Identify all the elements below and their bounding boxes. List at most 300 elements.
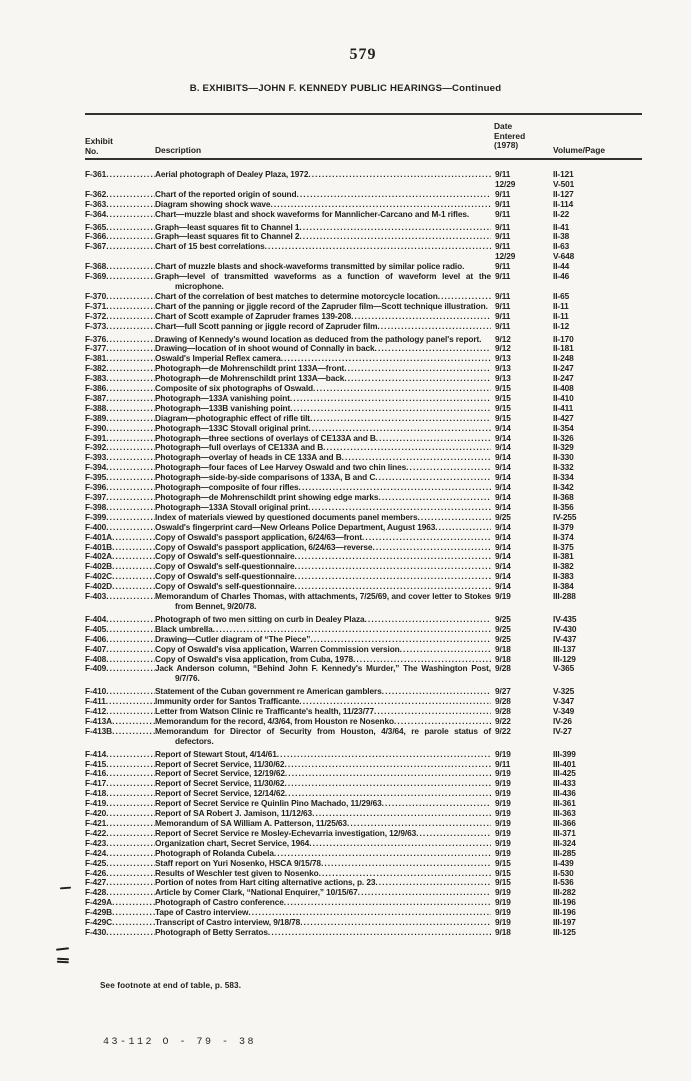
- exhibit-description: Chart of Scott example of Zapruder frames 139-208 .....: [155, 312, 495, 322]
- date-entered: 9/11: [495, 310, 511, 321]
- exhibit-description: Chart of the correlation of best matches to determine motorcycle location .....: [155, 292, 495, 302]
- date-entered: 9/28: [495, 663, 511, 674]
- volume-page: IV-26: [553, 715, 572, 726]
- volume-page: IV-27: [553, 725, 572, 736]
- exhibit-description: Memorandum of SA William A. Patterson, 11/25/63 .....: [155, 819, 495, 829]
- date-entered: 9/11: [495, 231, 511, 242]
- volume-page: III-129: [553, 653, 576, 664]
- exhibit-description: Chart of muzzle blasts and shock-waveforms transmitted by similar police radio.: [155, 262, 465, 272]
- volume-page: V-347: [553, 696, 575, 707]
- volume-page: II-181: [553, 343, 574, 354]
- exhibit-number: F-361 .....: [85, 170, 155, 180]
- date-entered: 9/15: [495, 857, 511, 868]
- date-entered: 9/15: [495, 867, 511, 878]
- date-entered: 9/19: [495, 788, 511, 799]
- exhibit-description: Copy of Oswald's self-questionnaire .....: [155, 582, 495, 592]
- date-entered: 9/11: [495, 758, 511, 769]
- exhibit-description: Photograph—overlay of heads in CE 133A and B .....: [155, 453, 495, 463]
- exhibit-number: F-395 .....: [85, 473, 155, 483]
- date-entered: 9/19: [495, 748, 511, 759]
- volume-page: IV-437: [553, 633, 577, 644]
- date-entered: 9/18: [495, 653, 511, 664]
- exhibit-number: F-399 .....: [85, 513, 155, 523]
- exhibit-number: F-382 .....: [85, 364, 155, 374]
- volume-page: V-349: [553, 706, 575, 717]
- volume-page: II-536: [553, 877, 574, 888]
- exhibit-number: F-421 .....: [85, 819, 155, 829]
- exhibit-number: F-430 .....: [85, 928, 155, 938]
- date-entered: 9/19: [495, 798, 511, 809]
- exhibit-number: F-369 .....: [85, 272, 155, 282]
- exhibit-description: Report of Secret Service re Quinlin Pino Machado, 11/29/63 .....: [155, 799, 495, 809]
- date-entered: 9/11: [495, 188, 511, 199]
- exhibit-number: F-393 .....: [85, 453, 155, 463]
- volume-page: II-374: [553, 531, 574, 542]
- volume-page: II-530: [553, 867, 574, 878]
- date-entered: 9/13: [495, 353, 511, 364]
- exhibit-description: Report of Stewart Stout, 4/14/61 .....: [155, 750, 495, 760]
- date-entered: 9/25: [495, 623, 511, 634]
- exhibit-description: Drawing—location of in shoot wound of Connally in back .....: [155, 344, 495, 354]
- volume-page: II-11: [553, 310, 569, 321]
- exhibit-description: Chart of 15 best correlations .....: [155, 242, 495, 252]
- table-row: [85, 272, 645, 292]
- date-entered: 9/25: [495, 613, 511, 624]
- exhibit-description: Report of Secret Service, 11/30/62 .....: [155, 760, 495, 770]
- exhibit-number: F-415 .....: [85, 760, 155, 770]
- volume-page: III-433: [553, 778, 576, 789]
- margin-pen-mark: [60, 887, 71, 890]
- date-entered: 9/11: [495, 261, 511, 272]
- volume-page: II-342: [553, 482, 574, 493]
- exhibit-number: F-401B .....: [85, 543, 155, 553]
- date-entered: 9/22: [495, 715, 511, 726]
- exhibit-description: Chart—muzzle blast and shock waveforms for Mannlicher-Carcano and M-1 rifles.: [155, 209, 470, 219]
- date-entered: 9/25: [495, 511, 511, 522]
- date-entered: 9/11: [495, 271, 511, 282]
- exhibit-number: F-397 .....: [85, 493, 155, 503]
- exhibit-description: Photograph—composite of four rifles .....: [155, 483, 495, 493]
- exhibit-description: Transcript of Castro interview, 9/18/78 .....: [155, 918, 495, 928]
- exhibit-description: Photograph—full overlays of CE133A and B .....: [155, 443, 495, 453]
- exhibit-description: Photograph of Rolanda Cubela .....: [155, 849, 495, 859]
- volume-page: II-382: [553, 561, 574, 572]
- exhibit-description: Photograph of Betty Serratos .....: [155, 928, 495, 938]
- exhibit-description: Organization chart, Secret Service, 1964 .....: [155, 839, 495, 849]
- exhibit-description: Black umbrella .....: [155, 625, 495, 635]
- volume-page: III-285: [553, 847, 576, 858]
- exhibit-description: Diagram showing shock wave .....: [155, 200, 495, 210]
- exhibit-number: F-424 .....: [85, 849, 155, 859]
- volume-page: II-127: [553, 188, 574, 199]
- exhibit-number: F-417 .....: [85, 779, 155, 789]
- volume-page: III-401: [553, 758, 576, 769]
- table-header-rule: [85, 158, 642, 160]
- volume-page: II-354: [553, 422, 574, 433]
- exhibit-description: Aerial photograph of Dealey Plaza, 1972 .....: [155, 170, 495, 180]
- exhibit-number: F-412 .....: [85, 707, 155, 717]
- exhibit-number: F-408 .....: [85, 655, 155, 665]
- date-entered: 9/13: [495, 363, 511, 374]
- exhibit-number: F-406 .....: [85, 635, 155, 645]
- volume-page: II-332: [553, 462, 574, 473]
- exhibit-description: Portion of notes from Hart citing alternative actions, p. 23 .....: [155, 878, 495, 888]
- gpo-print-code: 43-112 O - 79 - 38: [103, 1037, 257, 1048]
- volume-page: V-365: [553, 663, 575, 674]
- volume-page: II-334: [553, 472, 574, 483]
- date-entered: 9/15: [495, 877, 511, 888]
- date-entered: 9/12: [495, 343, 511, 354]
- volume-page: III-197: [553, 917, 576, 928]
- date-entered: 9/14: [495, 442, 511, 453]
- exhibit-description: Graph—least squares fit to Channel 2 .....: [155, 232, 495, 242]
- volume-page: III-436: [553, 788, 576, 799]
- volume-page: III-425: [553, 768, 576, 779]
- exhibit-number: F-404 .....: [85, 615, 155, 625]
- exhibit-number: F-376 .....: [85, 335, 155, 345]
- exhibit-number: F-368 .....: [85, 262, 155, 272]
- volume-page: III-363: [553, 808, 576, 819]
- date-entered: 9/14: [495, 571, 511, 582]
- exhibit-description: Tape of Castro interview .....: [155, 908, 495, 918]
- column-header-description: Description: [155, 145, 202, 155]
- volume-page: II-11: [553, 300, 569, 311]
- date-entered: 9/14: [495, 531, 511, 542]
- volume-page: II-381: [553, 551, 574, 562]
- date-entered: 9/14: [495, 472, 511, 483]
- exhibit-description: Photograph—de Mohrenschildt print 133A—back .....: [155, 374, 495, 384]
- date-entered: 9/19: [495, 897, 511, 908]
- exhibit-number: F-426 .....: [85, 869, 155, 879]
- exhibit-number: F-370 .....: [85, 292, 155, 302]
- exhibit-description: Report of Secret Service, 12/19/62 .....: [155, 769, 495, 779]
- exhibit-number: F-386 .....: [85, 384, 155, 394]
- date-entered: 9/14: [495, 501, 511, 512]
- date-entered: 9/18: [495, 643, 511, 654]
- page-number: 579: [349, 46, 377, 63]
- exhibit-description: Copy of Oswald's self-questionnaire .....: [155, 552, 495, 562]
- exhibit-number: F-396 .....: [85, 483, 155, 493]
- date-entered: 9/12: [495, 333, 511, 344]
- exhibit-description: Copy of Oswald's passport application, 6/24/63—front .....: [155, 533, 495, 543]
- volume-page: II-12: [553, 320, 570, 331]
- exhibit-description: Oswald's Imperial Reflex camera .....: [155, 354, 495, 364]
- volume-page: II-44: [553, 261, 570, 272]
- table-row: [85, 664, 645, 684]
- exhibit-description: Article by Comer Clark, “National Enquirer,” 10/15/67 .....: [155, 888, 495, 898]
- exhibit-description: Photograph—133B vanishing point .....: [155, 404, 495, 414]
- exhibit-description: Drawing—Cutler diagram of “The Piece” .....: [155, 635, 495, 645]
- exhibit-number: F-420 .....: [85, 809, 155, 819]
- exhibit-number: F-423 .....: [85, 839, 155, 849]
- date-entered: 9/15: [495, 392, 511, 403]
- volume-page: III-361: [553, 798, 576, 809]
- table-footnote: See footnote at end of table, p. 583.: [100, 981, 242, 990]
- column-header-date-line3: (1978): [494, 140, 519, 151]
- column-header-date-line1: Date: [494, 121, 513, 131]
- exhibit-number: F-362 .....: [85, 190, 155, 200]
- exhibit-description: Photograph—de Mohrenschildt print showing edge marks .....: [155, 493, 495, 503]
- exhibit-number: F-391 .....: [85, 434, 155, 444]
- volume-page: II-38: [553, 231, 570, 242]
- table-row: [85, 727, 645, 747]
- volume-page: IV-430: [553, 623, 577, 634]
- volume-page: II-410: [553, 392, 574, 403]
- exhibit-description: Results of Weschler test given to Nosenko .....: [155, 869, 495, 879]
- date-entered: 9/19: [495, 837, 511, 848]
- volume-page: II-41: [553, 221, 570, 232]
- date-entered: 9/11: [495, 300, 511, 311]
- volume-page: II-121 V-501: [553, 169, 575, 189]
- exhibit-description: Report of SA Robert J. Jamison, 11/12/63 .....: [155, 809, 495, 819]
- volume-page: II-65: [553, 290, 570, 301]
- exhibit-description: Photograph—de Mohrenschildt print 133A—front .....: [155, 364, 495, 374]
- exhibit-number: F-411 .....: [85, 697, 155, 707]
- volume-page: III-366: [553, 818, 576, 828]
- volume-page: II-439: [553, 857, 574, 868]
- volume-page: II-427: [553, 412, 574, 423]
- exhibit-number: F-371 .....: [85, 302, 155, 312]
- date-entered: 9/14: [495, 541, 511, 552]
- exhibit-number: F-398 .....: [85, 503, 155, 513]
- volume-page: II-170: [553, 333, 574, 344]
- date-entered: 9/14: [495, 561, 511, 572]
- volume-page: IV-435: [553, 613, 577, 624]
- volume-page: II-356: [553, 501, 574, 512]
- exhibit-description: Memorandum for the record, 4/3/64, from Houston re Nosenko .....: [155, 717, 495, 727]
- volume-page: III-125: [553, 926, 576, 937]
- margin-pen-mark: [56, 947, 69, 950]
- volume-page: III-196: [553, 897, 576, 908]
- volume-page: III-288: [553, 591, 576, 602]
- date-entered: 9/19: [495, 591, 511, 602]
- exhibit-description: Chart of the panning or jiggle record of the Zapruder film—Scott technique illustration.: [155, 301, 488, 311]
- exhibit-description: Photograph—133A vanishing point .....: [155, 394, 495, 404]
- volume-page: II-329: [553, 442, 574, 453]
- volume-page: II-384: [553, 581, 574, 592]
- table-top-rule: [85, 113, 642, 115]
- exhibit-description: Report of Secret Service, 12/14/62 .....: [155, 789, 495, 799]
- volume-page: III-282: [553, 887, 576, 898]
- volume-page: III-196: [553, 907, 576, 918]
- exhibit-number: F-390 .....: [85, 424, 155, 434]
- exhibit-number: F-364 .....: [85, 210, 155, 220]
- exhibit-number: F-401A .....: [85, 533, 155, 543]
- exhibit-description: Jack Anderson column, “Behind John F. Kennedy's Murder,” The Washington Post, 9/7/76.: [155, 664, 491, 684]
- date-entered: 9/22: [495, 725, 511, 736]
- date-entered: 9/14: [495, 581, 511, 592]
- exhibit-description: Immunity order for Santos Trafficante .....: [155, 697, 495, 707]
- exhibit-number: F-416 .....: [85, 769, 155, 779]
- date-entered: 9/15: [495, 412, 511, 423]
- exhibit-description: Copy of Oswald's visa application, from Cuba, 1978 .....: [155, 655, 495, 665]
- table-row: [85, 170, 645, 190]
- volume-page: II-326: [553, 432, 574, 443]
- exhibit-number: F-429A .....: [85, 898, 155, 908]
- volume-page: II-383: [553, 571, 574, 582]
- exhibit-number: F-422 .....: [85, 829, 155, 839]
- exhibit-number: F-389 .....: [85, 414, 155, 424]
- exhibit-number: F-387 .....: [85, 394, 155, 404]
- date-entered: 9/14: [495, 452, 511, 463]
- exhibit-number: F-400 .....: [85, 523, 155, 533]
- exhibit-description: Photograph—three sections of overlays of CE133A and B .....: [155, 434, 495, 444]
- exhibit-description: Photograph of Castro conference .....: [155, 898, 495, 908]
- exhibits-table-body: [85, 170, 645, 938]
- exhibit-description: Photograph—side-by-side comparisons of 133A, B and C .....: [155, 473, 495, 483]
- exhibit-number: F-429B .....: [85, 908, 155, 918]
- exhibit-description: Photograph—133A Stovall original print .....: [155, 503, 495, 513]
- volume-page: II-375: [553, 541, 574, 552]
- volume-page: V-325: [553, 686, 575, 697]
- table-row: [85, 210, 645, 220]
- document-title: B. EXHIBITS—JOHN F. KENNEDY PUBLIC HEARINGS—Continued: [189, 83, 502, 94]
- exhibit-description: Composite of six photographs of Oswald .....: [155, 384, 495, 394]
- table-row: [85, 645, 645, 655]
- exhibit-number: F-413B .....: [85, 727, 155, 737]
- date-entered: 9/15: [495, 402, 511, 413]
- date-entered: 9/19: [495, 778, 511, 789]
- exhibit-number: F-405 .....: [85, 625, 155, 635]
- date-entered: 9/18: [495, 926, 511, 937]
- exhibit-description: Staff report on Yuri Nosenko, HSCA 9/15/78 .....: [155, 859, 495, 869]
- exhibit-description: Graph—level of transmitted waveforms as a function of waveform level at the microphone.: [155, 272, 491, 291]
- exhibit-number: F-407 .....: [85, 645, 155, 655]
- exhibit-description: Photograph—133C Stovall original print .....: [155, 424, 495, 434]
- volume-page: II-46: [553, 271, 570, 282]
- exhibit-number: F-403 .....: [85, 592, 155, 602]
- date-entered: 9/19: [495, 808, 511, 819]
- volume-page: II-368: [553, 492, 574, 502]
- date-entered: 9/13: [495, 373, 511, 384]
- exhibit-number: F-383 .....: [85, 374, 155, 384]
- exhibit-description: Chart—full Scott panning or jiggle record of Zapruder film .....: [155, 322, 495, 332]
- date-entered: 9/14: [495, 432, 511, 443]
- volume-page: II-22: [553, 208, 570, 219]
- exhibit-number: F-409 .....: [85, 664, 155, 674]
- exhibit-description: Photograph—four faces of Lee Harvey Oswald and two chin lines .....: [155, 463, 495, 473]
- date-entered: 9/19: [495, 827, 511, 838]
- exhibit-number: F-425 .....: [85, 859, 155, 869]
- exhibit-number: F-394 .....: [85, 463, 155, 473]
- date-entered: 9/11: [495, 198, 511, 209]
- volume-page: II-411: [553, 402, 574, 413]
- exhibit-number: F-373 .....: [85, 322, 155, 332]
- date-entered: 9/27: [495, 686, 511, 697]
- exhibit-number: F-402C .....: [85, 572, 155, 582]
- volume-page: II-330: [553, 452, 574, 463]
- exhibit-number: F-372 .....: [85, 312, 155, 322]
- exhibit-description: Memorandum for Director of Security from Houston, 4/3/64, re parole status of defectors.: [155, 726, 491, 746]
- date-entered: 9/19: [495, 768, 511, 779]
- exhibit-description: Oswald's fingerprint card—New Orleans Police Department, August 1963 .....: [155, 523, 495, 533]
- exhibit-description: Diagram—photographic effect of rifle tilt .....: [155, 414, 495, 424]
- exhibit-description: Copy of Oswald's self-questionnaire .....: [155, 572, 495, 582]
- exhibit-number: F-402A .....: [85, 552, 155, 562]
- exhibit-number: F-381 .....: [85, 354, 155, 364]
- date-entered: 9/11: [495, 290, 511, 301]
- volume-page: III-399: [553, 748, 576, 759]
- column-header-exhibit-line1: Exhibit: [85, 136, 113, 146]
- date-entered: 9/28: [495, 706, 511, 717]
- volume-page: II-247: [553, 373, 574, 384]
- table-row: [85, 242, 645, 262]
- exhibit-description: Report of Secret Service, 11/30/62 .....: [155, 779, 495, 789]
- volume-page: III-137: [553, 643, 576, 654]
- date-entered: 9/11: [495, 221, 511, 232]
- exhibit-number: F-419 .....: [85, 799, 155, 809]
- date-entered: 9/11: [495, 208, 511, 219]
- exhibit-description: Statement of the Cuban government re American gamblers .....: [155, 687, 495, 697]
- date-entered: 9/19: [495, 887, 511, 898]
- exhibit-description: Copy of Oswald's visa application, Warren Commission version .....: [155, 645, 495, 655]
- volume-page: II-63 V-648: [553, 241, 575, 262]
- exhibit-number: F-413A .....: [85, 717, 155, 727]
- column-header-exhibit-no: [85, 137, 113, 156]
- exhibit-number: F-428 .....: [85, 888, 155, 898]
- date-entered: 9/11 12/29: [495, 169, 516, 189]
- exhibit-description: Memorandum of Charles Thomas, with attachments, 7/25/69, and cover letter to Stokes from Bennet, 9/20/78.: [155, 592, 491, 611]
- volume-page: II-114: [553, 198, 574, 209]
- margin-pen-mark: [57, 958, 69, 961]
- exhibit-number: F-388 .....: [85, 404, 155, 414]
- date-entered: 9/28: [495, 696, 511, 707]
- date-entered: 9/14: [495, 492, 511, 502]
- volume-page: II-408: [553, 383, 574, 394]
- date-entered: 9/11: [495, 320, 511, 331]
- exhibit-number: F-366 .....: [85, 232, 155, 242]
- exhibit-description: Graph—least squares fit to Channel 1 .....: [155, 223, 495, 233]
- column-header-exhibit-line2: No.: [85, 145, 99, 156]
- volume-page: II-379: [553, 521, 574, 532]
- volume-page: IV-255: [553, 511, 577, 522]
- exhibit-number: F-377 .....: [85, 344, 155, 354]
- table-row: [85, 322, 645, 332]
- exhibit-description: Report of Secret Service re Mosley-Echevarria investigation, 12/9/63 .....: [155, 829, 495, 839]
- date-entered: 9/19: [495, 818, 511, 828]
- exhibit-number: F-427 .....: [85, 878, 155, 888]
- date-entered: 9/15: [495, 383, 511, 394]
- date-entered: 9/14: [495, 551, 511, 562]
- exhibit-number: F-402B .....: [85, 562, 155, 572]
- exhibit-number: F-392 .....: [85, 443, 155, 453]
- volume-page: III-371: [553, 827, 576, 838]
- date-entered: 9/11 12/29: [495, 241, 516, 262]
- exhibit-number: F-365 .....: [85, 223, 155, 233]
- volume-page: II-247: [553, 363, 574, 374]
- exhibit-number: F-363 .....: [85, 200, 155, 210]
- date-entered: 9/19: [495, 907, 511, 918]
- exhibit-description: Copy of Oswald's passport application, 6/24/63—reverse .....: [155, 543, 495, 553]
- table-row: [85, 928, 645, 938]
- column-header-date-line2: Entered: [494, 130, 526, 141]
- column-header-date-entered: [494, 122, 525, 151]
- date-entered: 9/14: [495, 422, 511, 433]
- exhibit-description: Index of materials viewed by questioned documents panel members .....: [155, 513, 495, 523]
- exhibit-number: F-414 .....: [85, 750, 155, 760]
- table-row: [85, 592, 645, 612]
- date-entered: 9/25: [495, 633, 511, 644]
- column-header-volume-page: Volume/Page: [553, 145, 605, 155]
- exhibit-description: Letter from Watson Clinic re Trafficante's health, 11/23/77 .....: [155, 707, 495, 717]
- exhibit-description: Chart of the reported origin of sound .....: [155, 190, 495, 200]
- date-entered: 9/14: [495, 462, 511, 473]
- exhibit-description: Photograph of two men sitting on curb in Dealey Plaza .....: [155, 615, 495, 625]
- exhibit-number: F-410 .....: [85, 687, 155, 697]
- volume-page: II-248: [553, 353, 574, 364]
- exhibit-number: F-429C .....: [85, 918, 155, 928]
- volume-page: III-324: [553, 837, 576, 848]
